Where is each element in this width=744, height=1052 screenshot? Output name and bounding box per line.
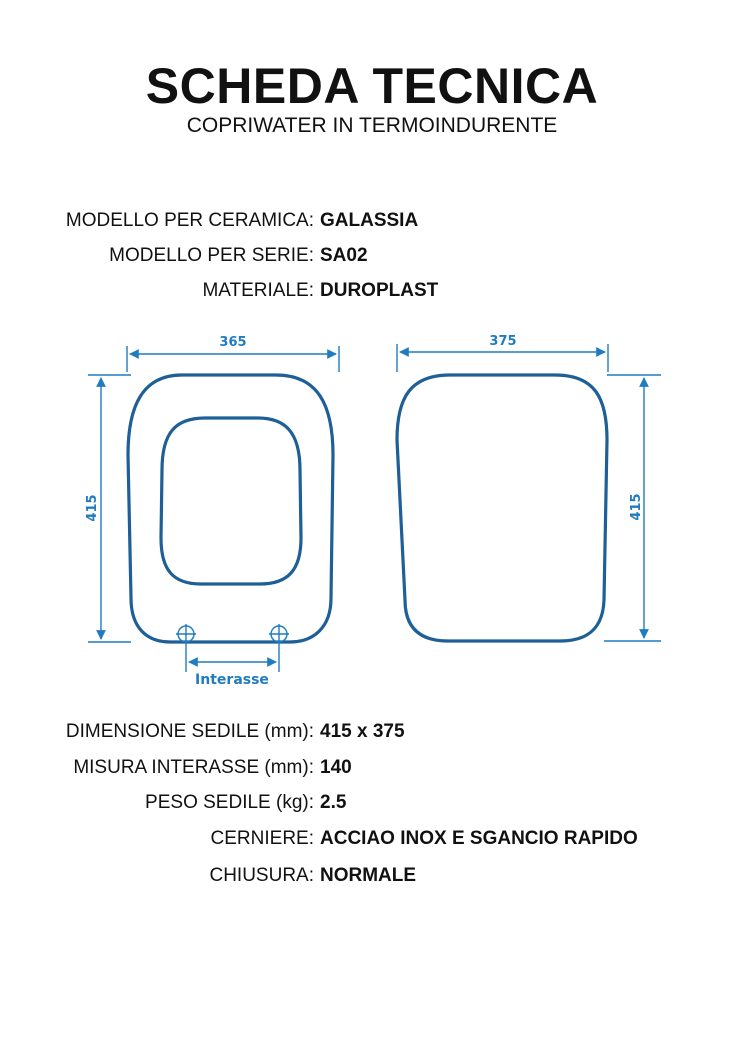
spec-value: ACCIAO INOX E SGANCIO RAPIDO [320, 828, 638, 849]
spec-row-interasse [0, 756, 744, 780]
cover-outline [397, 375, 607, 641]
interasse-label: Interasse [195, 672, 269, 688]
spec-label: MODELLO PER SERIE: [109, 245, 314, 266]
spec-row-chiusura [0, 864, 744, 888]
seat-opening [161, 418, 301, 584]
cover-height-label: 415 [629, 493, 644, 521]
spec-label: PESO SEDILE (kg): [145, 792, 314, 813]
spec-row-modello-serie [0, 244, 744, 268]
spec-row-materiale [0, 279, 744, 303]
spec-label: MATERIALE: [202, 280, 314, 301]
interasse-dimension [186, 644, 279, 672]
spec-label: MISURA INTERASSE (mm): [73, 757, 314, 778]
page-subtitle: COPRIWATER IN TERMOINDURENTE [186, 114, 558, 137]
spec-label: CERNIERE: [210, 828, 314, 849]
spec-value: 415 x 375 [320, 721, 405, 742]
spec-row-modello-ceramica [0, 209, 744, 233]
spec-row-cerniere [0, 827, 744, 851]
spec-value: 140 [320, 757, 352, 778]
spec-value: NORMALE [320, 865, 417, 886]
spec-row-dimensione [0, 720, 744, 744]
seat-height-label: 415 [85, 494, 100, 522]
spec-label: MODELLO PER CERAMICA: [65, 210, 314, 231]
spec-row-peso [0, 791, 744, 815]
spec-value: SA02 [320, 245, 368, 266]
technical-drawing [0, 320, 744, 700]
spec-label: DIMENSIONE SEDILE (mm): [65, 721, 314, 742]
spec-label: CHIUSURA: [209, 865, 314, 886]
spec-value: GALASSIA [320, 210, 419, 231]
spec-value: DUROPLAST [320, 280, 439, 301]
seat-outline [128, 375, 333, 642]
seat-width-label: 365 [219, 335, 247, 350]
spec-value: 2.5 [320, 792, 347, 813]
page-title: SCHEDA TECNICA [145, 58, 599, 114]
cover-width-label: 375 [489, 334, 517, 349]
